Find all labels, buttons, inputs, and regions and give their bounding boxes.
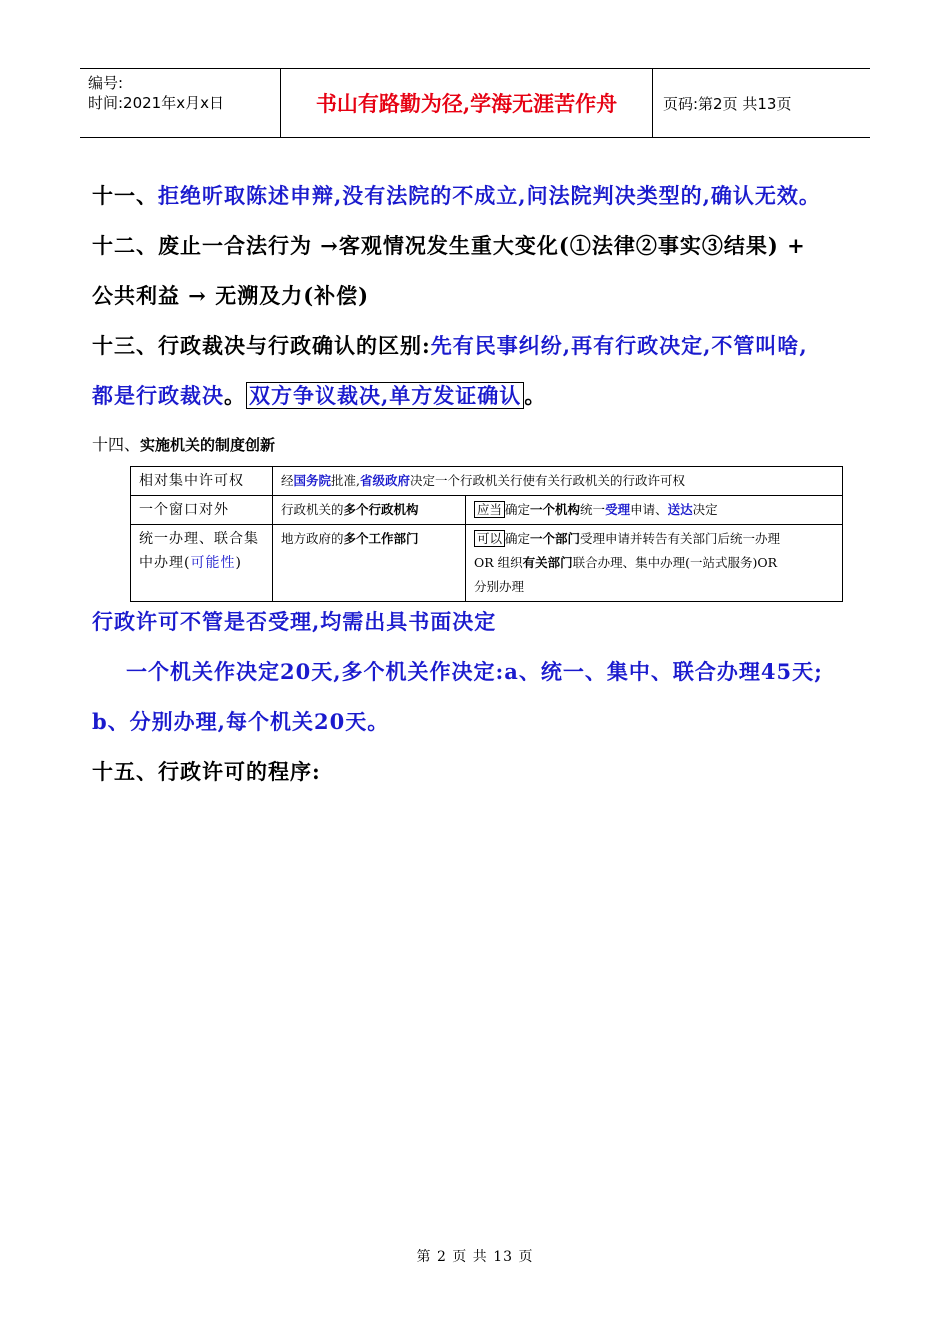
cell-text: 批准, [331,473,361,488]
p13-period-1: 。 [224,383,246,408]
p14-title: 实施机关的制度创新 [140,436,276,454]
table-cell [466,525,843,602]
deadline-line-1: 一个机关作决定20天,多个机关作决定:a、统一、集中、联合办理45天; [126,659,823,684]
cell-text: 确定 [505,531,531,546]
cell-text: 申请、 [630,502,668,517]
cell-text: 统一 [580,502,606,517]
cell-text-emph: 受理 [605,502,631,517]
p13-period-2: 。 [524,383,547,408]
cell-text: 受理申请并转告有关部门后统一办理 [580,531,781,546]
header-meta [80,69,280,137]
cell-text: ) [235,555,242,571]
cell-text-emph: 省级政府 [360,473,411,488]
page-footer: 第 2 页 共 13 页 [416,1249,534,1265]
table-cell [131,525,273,602]
cell-text-bold: 多个工作部门 [343,531,419,546]
table-cell [466,496,843,525]
paragraph-12-line2: 公共利益 → 无溯及力(补偿) [92,283,370,308]
p11-text: 拒绝听取陈述申辩,没有法院的不成立,问法院判决类型的,确认无效。 [158,183,821,208]
cell-text: OR 组织 [474,555,523,570]
table-cell: 相对集中许可权 [131,467,273,496]
p14-number: 十四、 [92,435,141,454]
p13-blue-text-2: 都是行政裁决 [92,383,224,408]
table-cell [273,496,466,525]
cell-text-bold: 有关部门 [522,555,573,570]
table-row [131,525,843,602]
paragraph-15: 十五、行政许可的程序: [92,759,321,784]
table-cell: 一个窗口对外 [131,496,273,525]
section-14-heading [92,432,275,455]
doc-time-label: 时间:2021年x月x日 [88,94,224,112]
table-row [131,467,843,496]
institution-table [130,466,843,602]
table-cell [273,467,843,496]
cell-text-bold: 一个机构 [530,502,581,517]
header-motto: 书山有路勤为径,学海无涯苦作舟 [280,69,653,137]
cell-text: 行政机关的 [281,502,344,517]
doc-number-label: 编号: [88,74,124,92]
cell-text-bold: 多个行政机构 [343,502,419,517]
table-cell [273,525,466,602]
cell-boxed-text: 可以 [474,530,505,547]
cell-text: 决定一个行政机关行使有关行政机关的行政许可权 [410,473,686,488]
cell-text-emph: 国务院 [293,473,332,488]
p11-heading: 十一、 [92,183,158,208]
cell-text-bold: 一个部门 [530,531,581,546]
paragraph-11 [92,180,882,210]
p13-heading: 十三、行政裁决与行政确认的区别: [92,333,431,358]
cell-text: 分别办理 [474,579,525,594]
cell-text-emph: 送达 [667,502,693,517]
cell-text: 经 [281,473,294,488]
cell-text: 确定 [505,502,531,517]
cell-text-blue: 可能性 [190,555,236,571]
cell-text: 统一办理、联合集中办理( [139,531,259,571]
table-row [131,496,843,525]
page-header [80,68,870,138]
cell-text: 联合办理、集中办理(一站式服务)OR [572,555,778,570]
deadline-line-2: b、分别办理,每个机关20天。 [92,709,390,734]
p13-blue-text-1: 先有民事纠纷,再有行政决定,不管叫啥, [430,333,808,358]
paragraph-13-line2 [92,380,882,410]
cell-text: 地方政府的 [281,531,344,546]
paragraph-13-line1 [92,330,882,360]
header-page-label: 页码:第2页 共13页 [663,94,792,113]
permit-decision-line: 行政许可不管是否受理,均需出具书面决定 [92,609,497,634]
cell-text: 决定 [692,502,718,517]
cell-boxed-text: 应当 [474,501,505,518]
p13-boxed-text: 双方争议裁决,单方发证确认 [246,382,524,409]
paragraph-12-line1: 十二、废止一合法行为 →客观情况发生重大变化(①法律②事实③结果) + [92,233,806,258]
